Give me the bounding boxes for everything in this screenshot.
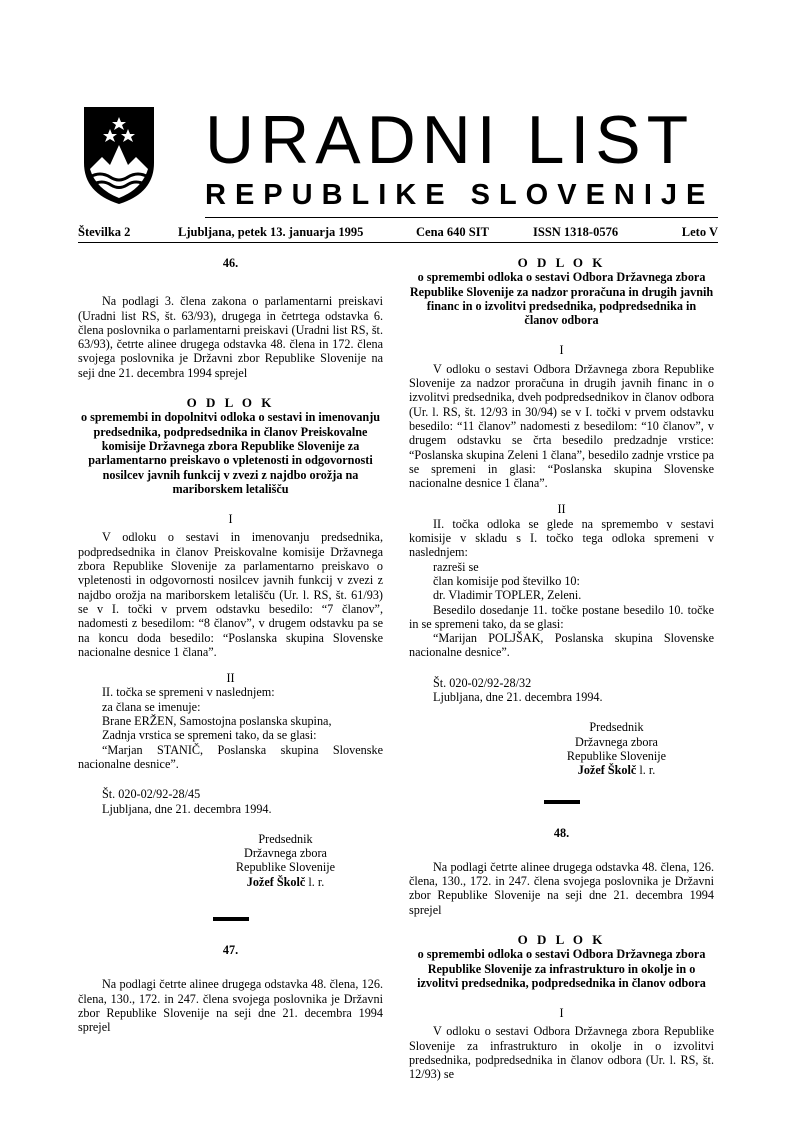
issue-place-date: Ljubljana, petek 13. januarja 1995 [178,225,364,239]
decision-subtitle: o spremembi odloka o sestavi Odbora Državnega zbora Republike Slovenije za infrastrukturo in okolje in o izvolitvi predsednika, podpredsednika in članov odbora [417,947,706,990]
right-column [409,256,714,1082]
issue-price: Cena 640 SIT [416,225,489,239]
signature-country: Republike Slovenije [566,748,667,763]
signature-title: Predsednik [589,720,644,735]
issue-date: Ljubljana, dne 21. decembra 1994. [433,690,603,705]
text-line: dr. Vladimir TOPLER, Zeleni. [433,588,582,603]
text-line: Zadnja vrstica se spremeni tako, da se glasi: [102,728,317,743]
issue-date: Ljubljana, dne 21. decembra 1994. [102,801,272,816]
text-line: razreši se [433,559,479,574]
section-I-text: V odloku o sestavi in imenovanju predsednika, podpredsednika in članov Preiskovalne komisije Državnega zbora Republike Slovenije za parlamentarno preiskavo o vpletenosti in odgovornosti nosilcev javnih funkcij v zvezi z najdbo orožja na mariborskem letališču (Ur. l. RS, št. 61/93) se v I. točki v prvem odstavku besedilo: “7 članov”, nadomesti z besedilom: “8 članov”, v drugem odstavku pa se na koncu doda besedilo: “Poslanska skupina Slovenske nacionalne desnice 1 člana”. [78,530,383,659]
signatory-suffix: l. r. [636,763,656,778]
item-48-preamble: Na podlagi četrte alinee drugega odstavka 48. člena, 126. člena, 130., 172. in 247. člena svojega poslovnika je Državni zbor Republike Slovenije na seji dne 21. decembra 1994 sprejel [409,859,714,917]
issue-issn: ISSN 1318-0576 [533,225,619,239]
section-II-text: II. točka odloka se glede na spremembo v sestavi komisije v skladu s I. točko tega odloka spremeni v naslednjem: [409,516,714,560]
signature-title: Predsednik [258,831,313,846]
masthead-subtitle: REPUBLIKE SLOVENIJE [205,179,715,211]
decision-subtitle: o spremembi in dopolnitvi odloka o sestavi in imenovanju predsednika, podpredsednika in članov Preiskovalne komisije Državnega zbora Republike Slovenije za parlamentarno preiskavo o vpletenosti in odgovornosti nosilcev javnih funkcij v zvezi z najdbo orožja na mariborskem letališču [80,410,381,496]
decision-heading: O D L O K [186,395,275,411]
item-number-47: 47. [222,942,239,957]
signature-country: Republike Slovenije [235,860,336,875]
masthead-divider [205,217,718,218]
section-I-text: V odloku o sestavi Odbora Državnega zbora Republike Slovenije za nadzor proračuna in drugih javnih financ in o izvolitvi predsednika, dveh podpredsednikov in članov odbora (Ur. l. RS, št. 12/93 in 30/94) se v I. točki v prvem odstavku besedilo: “11 članov” nadomesti z besedilom: “10 članov”, v drugem odstavku se črta besedilo predzadnje vrstice: “Poslanska skupina Zeleni 1 člana”, besedilo zadnje vrstice pa se spremeni in glasi: “Poslanska skupina Slovenske nacionalne desnice 1 člana”. [409,361,714,491]
signature-name-line [78,875,383,889]
masthead-title: URADNI LIST [205,102,695,178]
signature-body: Državnega zbora [244,846,327,861]
issue-info-line [78,224,718,240]
issue-year: Leto V [681,225,718,239]
decision-heading: O D L O K [517,255,606,270]
text-line: “Marjan STANIČ, Poslanska skupina Slovenske nacionalne desnice”. [78,742,383,771]
text-line: “Marijan POLJŠAK, Poslanska skupina Slovenske nacionalne desnice”. [409,631,714,660]
text-line: za člana se imenuje: [102,699,201,714]
text-line: Brane ERŽEN, Samostojna poslanska skupina, [102,714,332,729]
reference-number: Št. 020-02/92-28/32 [433,675,532,690]
section-heading-I: I [228,512,233,527]
item-47-preamble: Na podlagi četrte alinee drugega odstavka 48. člena, 126. člena, 130., 172. in 247. člena svojega poslovnika je Državni zbor Republike Slovenije na seji dne 21. decembra 1994 sprejel [78,977,383,1035]
section-heading-I: I [559,343,564,358]
section-heading-II: II [557,502,566,517]
signatory-name: Jožef Školč [246,874,306,889]
signature-name-line [409,763,714,777]
issue-number: Številka 2 [78,225,131,239]
signature-body: Državnega zbora [575,734,658,749]
item-number-48: 48. [553,825,570,840]
text-line: Besedilo dosedanje 11. točke postane besedilo 10. točke in se spremeni tako, da se glasi: [409,602,714,631]
item-number-46: 46. [222,256,239,270]
section-heading-II: II [226,671,235,686]
signatory-suffix: l. r. [305,874,325,889]
info-divider [78,242,718,243]
decision-heading: O D L O K [517,931,606,947]
item-46-preamble: Na podlagi 3. člena zakona o parlamentarni preiskavi (Uradni list RS, št. 63/93), drugega in četrtega odstavka 6. člena poslovnika o parlamentarni preiskavi (Uradni list RS, št. 63/93), četrte alinee drugega odstavka 48. člena in 172. člena svojega poslovnika je Državni zbor Republike Slovenije na seji dne 21. decembra 1994 sprejel [78,294,383,380]
coat-of-arms-icon [80,105,158,205]
signatory-name: Jožef Školč [577,763,637,778]
left-column [78,256,383,1034]
text-line: II. točka se spremeni v naslednjem: [102,685,275,700]
decision-subtitle: o spremembi odloka o sestavi Odbora Državnega zbora Republike Slovenije za nadzor proračuna in drugih javnih financ in o izvolitvi predsednika, podpredsednika in članov odbora [409,270,714,328]
reference-number: Št. 020-02/92-28/45 [102,787,201,802]
section-heading-I: I [559,1006,564,1021]
text-line: član komisije pod številko 10: [433,573,580,588]
section-I-text: V odloku o sestavi Odbora Državnega zbora Republike Slovenije za infrastrukturo in okolje in o izvolitvi predsednika, podpredsednika in članov odbora (Ur. l. RS, št. 12/93) se [409,1024,714,1082]
